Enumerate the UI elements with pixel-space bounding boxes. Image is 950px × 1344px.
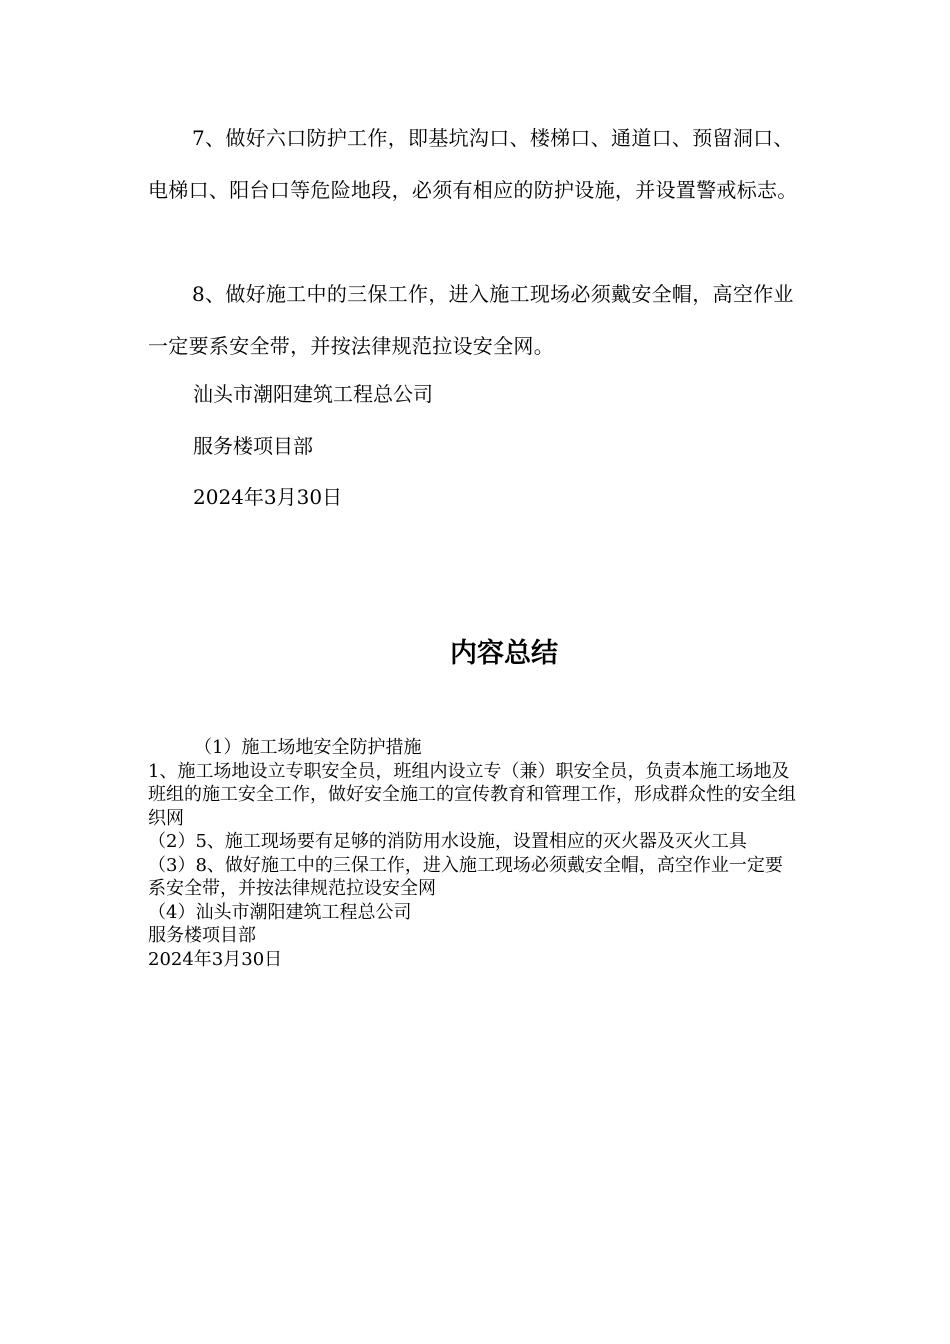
- signature-date: 2024年3月30日: [193, 485, 343, 509]
- summary-item: 2024年3月30日: [148, 948, 283, 970]
- summary-item: （2）5、施工现场要有足够的消防用水设施，设置相应的灭火器及灭火工具: [148, 831, 747, 852]
- summary-section: [148, 736, 798, 971]
- summary-item: （4）汕头市潮阳建筑工程总公司: [148, 901, 412, 923]
- summary-item: （3）8、做好施工中的三保工作，进入施工现场必须戴安全帽，高空作业一定要系安全带，并按法律规范拉设安全网: [148, 854, 783, 899]
- summary-item: 服务楼项目部: [148, 925, 256, 946]
- paragraph-item-8: 8、做好施工中的三保工作，进入施工现场必须戴安全帽，高空作业一定要系安全带，并按法律规范拉设安全网。: [148, 282, 794, 358]
- summary-heading: （1）施工场地安全防护措施: [194, 737, 422, 758]
- summary-item: 1、施工场地设立专职安全员，班组内设立专（兼）职安全员，负责本施工场地及班组的施工安全工作，做好安全施工的宣传教育和管理工作，形成群众性的安全组织网: [148, 760, 796, 829]
- signature-department: 服务楼项目部: [193, 434, 313, 458]
- signature-company: 汕头市潮阳建筑工程总公司: [193, 382, 433, 406]
- summary-title: 内容总结: [450, 638, 558, 669]
- paragraph-item-7: 7、做好六口防护工作，即基坑沟口、楼梯口、通道口、预留洞口、电梯口、阳台口等危险地段，必须有相应的防护设施，并设置警戒标志。: [148, 126, 798, 202]
